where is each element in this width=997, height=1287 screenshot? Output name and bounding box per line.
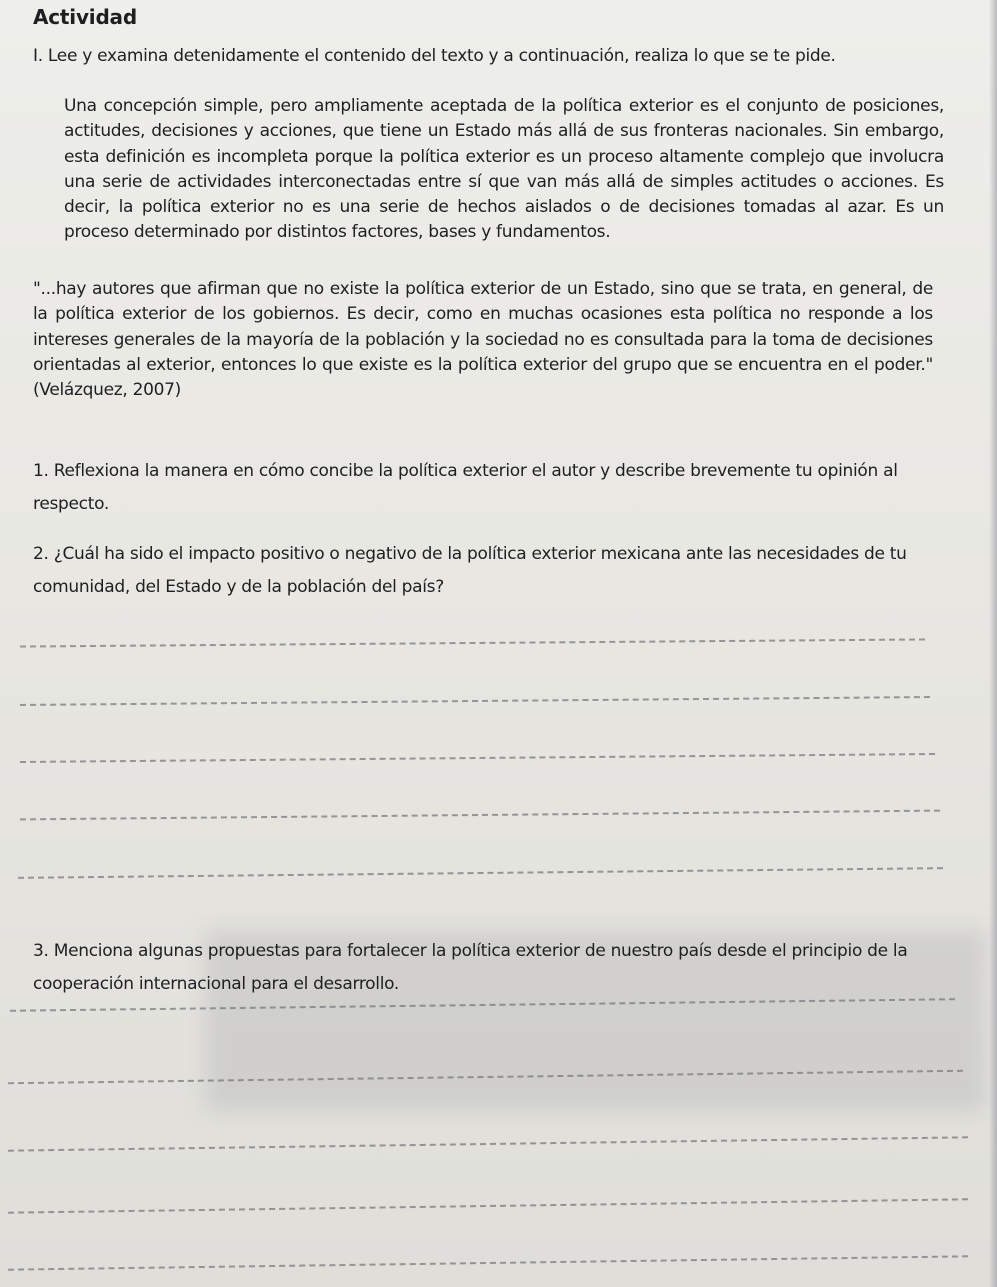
reading-quote-paragraph: "...hay autores que afirman que no existe la política exterior de un Estado, sino que se trata, en general, de la política exterior de los gobiernos. Es decir, como en muchas ocasiones esta política no responde a los intereses generales de la mayoría de la población y la sociedad no es consultada para la toma de decisiones orientadas al exterior, entonces lo que existe es la política exterior del grupo que se encuentra en el poder." (Velázquez, 2007) [33, 279, 933, 401]
answer-line[interactable] [20, 638, 925, 647]
answer-line[interactable] [20, 696, 930, 706]
question-3: 3. Menciona algunas propuestas para fortalecer la política exterior de nuestro país desde el principio de la cooperación internacional para el desarrollo. [33, 941, 908, 994]
page-title: Actividad [33, 5, 137, 29]
answer-line[interactable] [18, 867, 943, 879]
page-edge [989, 0, 997, 1287]
reading-paragraph-1: Una concepción simple, pero ampliamente aceptada de la política exterior es el conjunto de posiciones, actitudes, decisiones y acciones, que tiene un Estado más allá de sus fronteras nacionales. Sin embargo, esta definición es incompleta porque la política exterior es un proceso altamente complejo que involucra una serie de actividades interconectadas entre sí que van más allá de simples actitudes o acciones. Es decir, la política exterior no es una serie de hechos aislados o de decisiones tomadas al azar. Es un proceso determinado por distintos factores, bases y fundamentos. [64, 96, 944, 243]
instruction-text: I. Lee y examina detenidamente el contenido del texto y a continuación, realiza lo que se te pide. [33, 46, 836, 66]
question-1: 1. Reflexiona la manera en cómo concibe la política exterior el autor y describe brevemente tu opinión al respecto. [33, 461, 898, 514]
answer-line[interactable] [20, 753, 935, 763]
answer-line[interactable] [8, 1198, 968, 1213]
answer-line[interactable] [8, 1255, 968, 1270]
answer-line[interactable] [8, 1136, 968, 1151]
answer-line[interactable] [20, 810, 940, 821]
question-2: 2. ¿Cuál ha sido el impacto positivo o negativo de la política exterior mexicana ante las necesidades de tu comunidad, del Estado y de la población del país? [33, 544, 907, 597]
